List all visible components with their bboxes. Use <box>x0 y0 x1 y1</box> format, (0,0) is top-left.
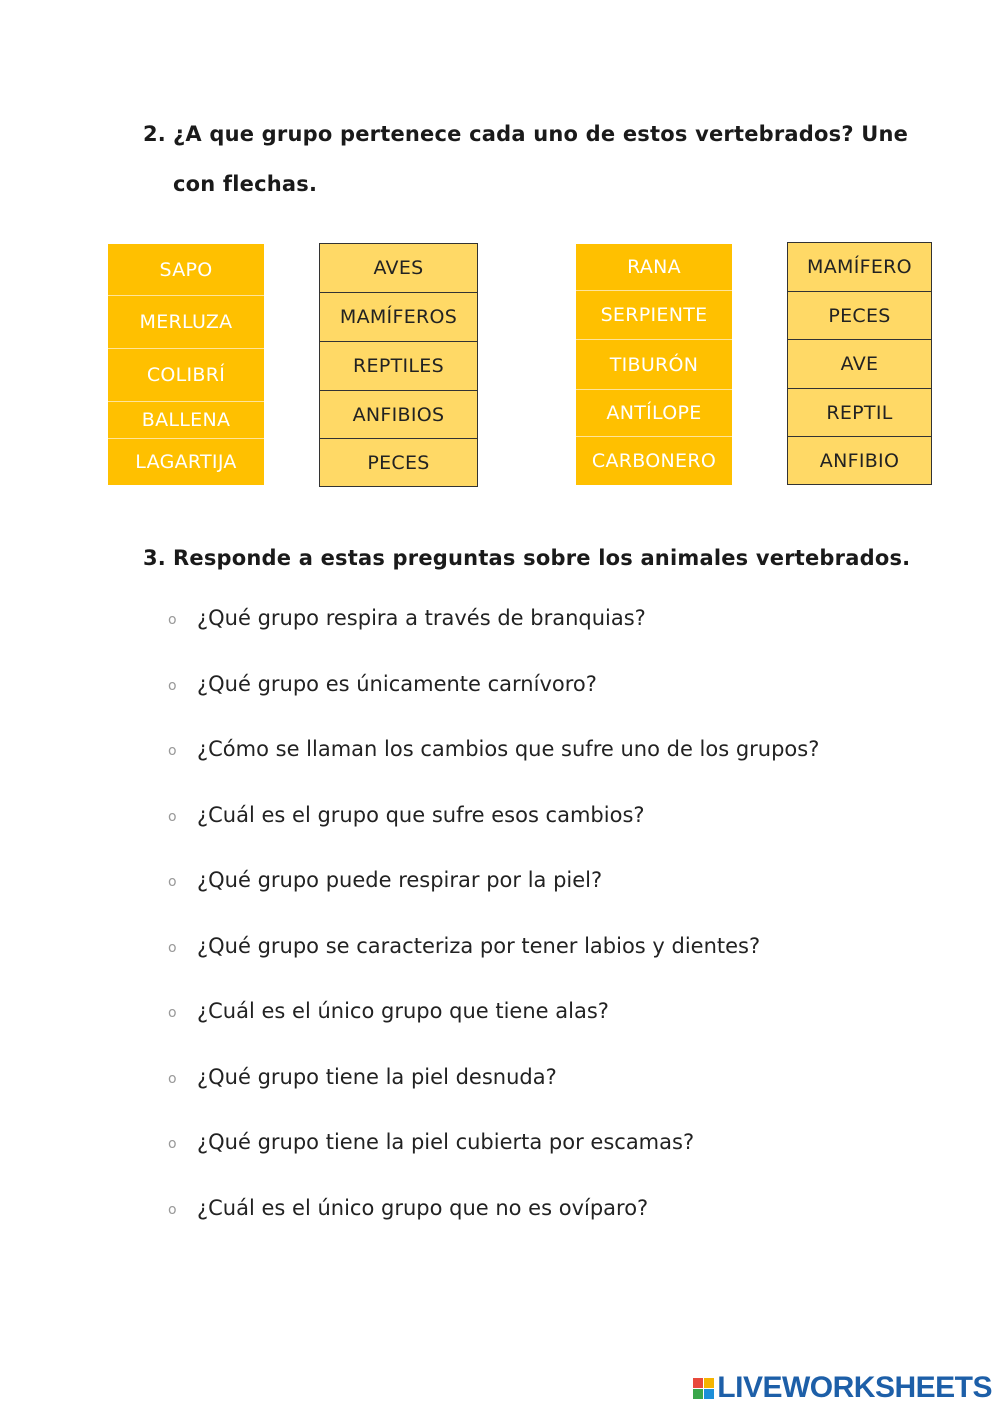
match-item[interactable]: BALLENA <box>108 402 264 439</box>
question-text: ¿Cuál es el único grupo que no es ovíparo? <box>197 1195 649 1220</box>
question-text: ¿Qué grupo tiene la piel cubierta por escamas? <box>197 1130 695 1154</box>
match-target[interactable]: AVE <box>788 340 931 389</box>
question-3-title <box>143 546 910 570</box>
match-item[interactable]: TIBURÓN <box>576 340 732 390</box>
list-item <box>168 803 948 869</box>
question-text: ¿Qué grupo es únicamente carnívoro? <box>197 671 597 696</box>
question-text: ¿Cuál es el único grupo que tiene alas? <box>197 999 609 1023</box>
list-item <box>168 1196 948 1262</box>
groups-right-column <box>787 242 932 485</box>
match-target[interactable]: MAMÍFERO <box>788 243 931 292</box>
question-text: ¿Qué grupo respira a través de branquias? <box>197 606 646 630</box>
logo-text: LIVEWORKSHEETS <box>717 1371 992 1404</box>
match-item[interactable]: CARBONERO <box>576 437 732 485</box>
list-item <box>168 1065 948 1131</box>
match-target[interactable]: AVES <box>320 244 477 293</box>
match-target[interactable]: MAMÍFEROS <box>320 293 477 342</box>
question-2-title <box>143 122 908 146</box>
match-item[interactable]: MERLUZA <box>108 296 264 349</box>
match-target[interactable]: PECES <box>788 292 931 340</box>
question-text: ¿Qué grupo puede respirar por la piel? <box>197 868 603 892</box>
question-text: ¿Cuál es el grupo que sufre esos cambios? <box>197 802 645 827</box>
match-target[interactable]: PECES <box>320 439 477 486</box>
question-list <box>168 606 948 1261</box>
question-3-number: 3. <box>143 546 166 570</box>
list-item <box>168 934 948 1000</box>
list-item <box>168 606 948 672</box>
liveworksheets-logo <box>693 1371 992 1405</box>
question-3-text: Responde a estas preguntas sobre los animales vertebrados. <box>173 546 911 570</box>
list-item <box>168 737 948 803</box>
list-item <box>168 868 948 934</box>
match-item[interactable]: RANA <box>576 244 732 291</box>
match-target[interactable]: ANFIBIOS <box>320 391 477 439</box>
match-target[interactable]: REPTIL <box>788 389 931 437</box>
bullet-icon: o <box>168 1070 177 1087</box>
match-item[interactable]: ANTÍLOPE <box>576 390 732 437</box>
match-item[interactable]: SERPIENTE <box>576 291 732 340</box>
animals-right-column <box>576 244 732 485</box>
groups-left-column <box>319 243 478 487</box>
bullet-icon: o <box>168 743 177 759</box>
question-2-text-line2: con flechas. <box>173 172 318 196</box>
question-text: ¿Qué grupo se caracteriza por tener labios y dientes? <box>197 933 761 958</box>
list-item <box>168 1130 948 1196</box>
bullet-icon: o <box>168 874 177 890</box>
question-text: ¿Qué grupo tiene la piel desnuda? <box>197 1064 557 1089</box>
match-item[interactable]: LAGARTIJA <box>108 439 264 485</box>
question-2-text-line1: ¿A que grupo pertenece cada uno de estos vertebrados? Une <box>173 122 909 146</box>
bullet-icon: o <box>168 612 177 628</box>
bullet-icon: o <box>168 677 177 694</box>
logo-mark-icon <box>693 1378 714 1399</box>
question-text: ¿Cómo se llaman los cambios que sufre uno de los grupos? <box>197 737 820 761</box>
match-target[interactable]: REPTILES <box>320 342 477 391</box>
list-item <box>168 672 948 738</box>
bullet-icon: o <box>168 1201 177 1218</box>
list-item <box>168 999 948 1065</box>
match-item[interactable]: COLIBRÍ <box>108 349 264 402</box>
animals-left-column <box>108 244 264 485</box>
bullet-icon: o <box>168 808 177 825</box>
question-2-number: 2. <box>143 122 166 146</box>
match-target[interactable]: ANFIBIO <box>788 437 931 484</box>
match-item[interactable]: SAPO <box>108 244 264 296</box>
bullet-icon: o <box>168 939 177 956</box>
bullet-icon: o <box>168 1136 177 1152</box>
bullet-icon: o <box>168 1005 177 1021</box>
